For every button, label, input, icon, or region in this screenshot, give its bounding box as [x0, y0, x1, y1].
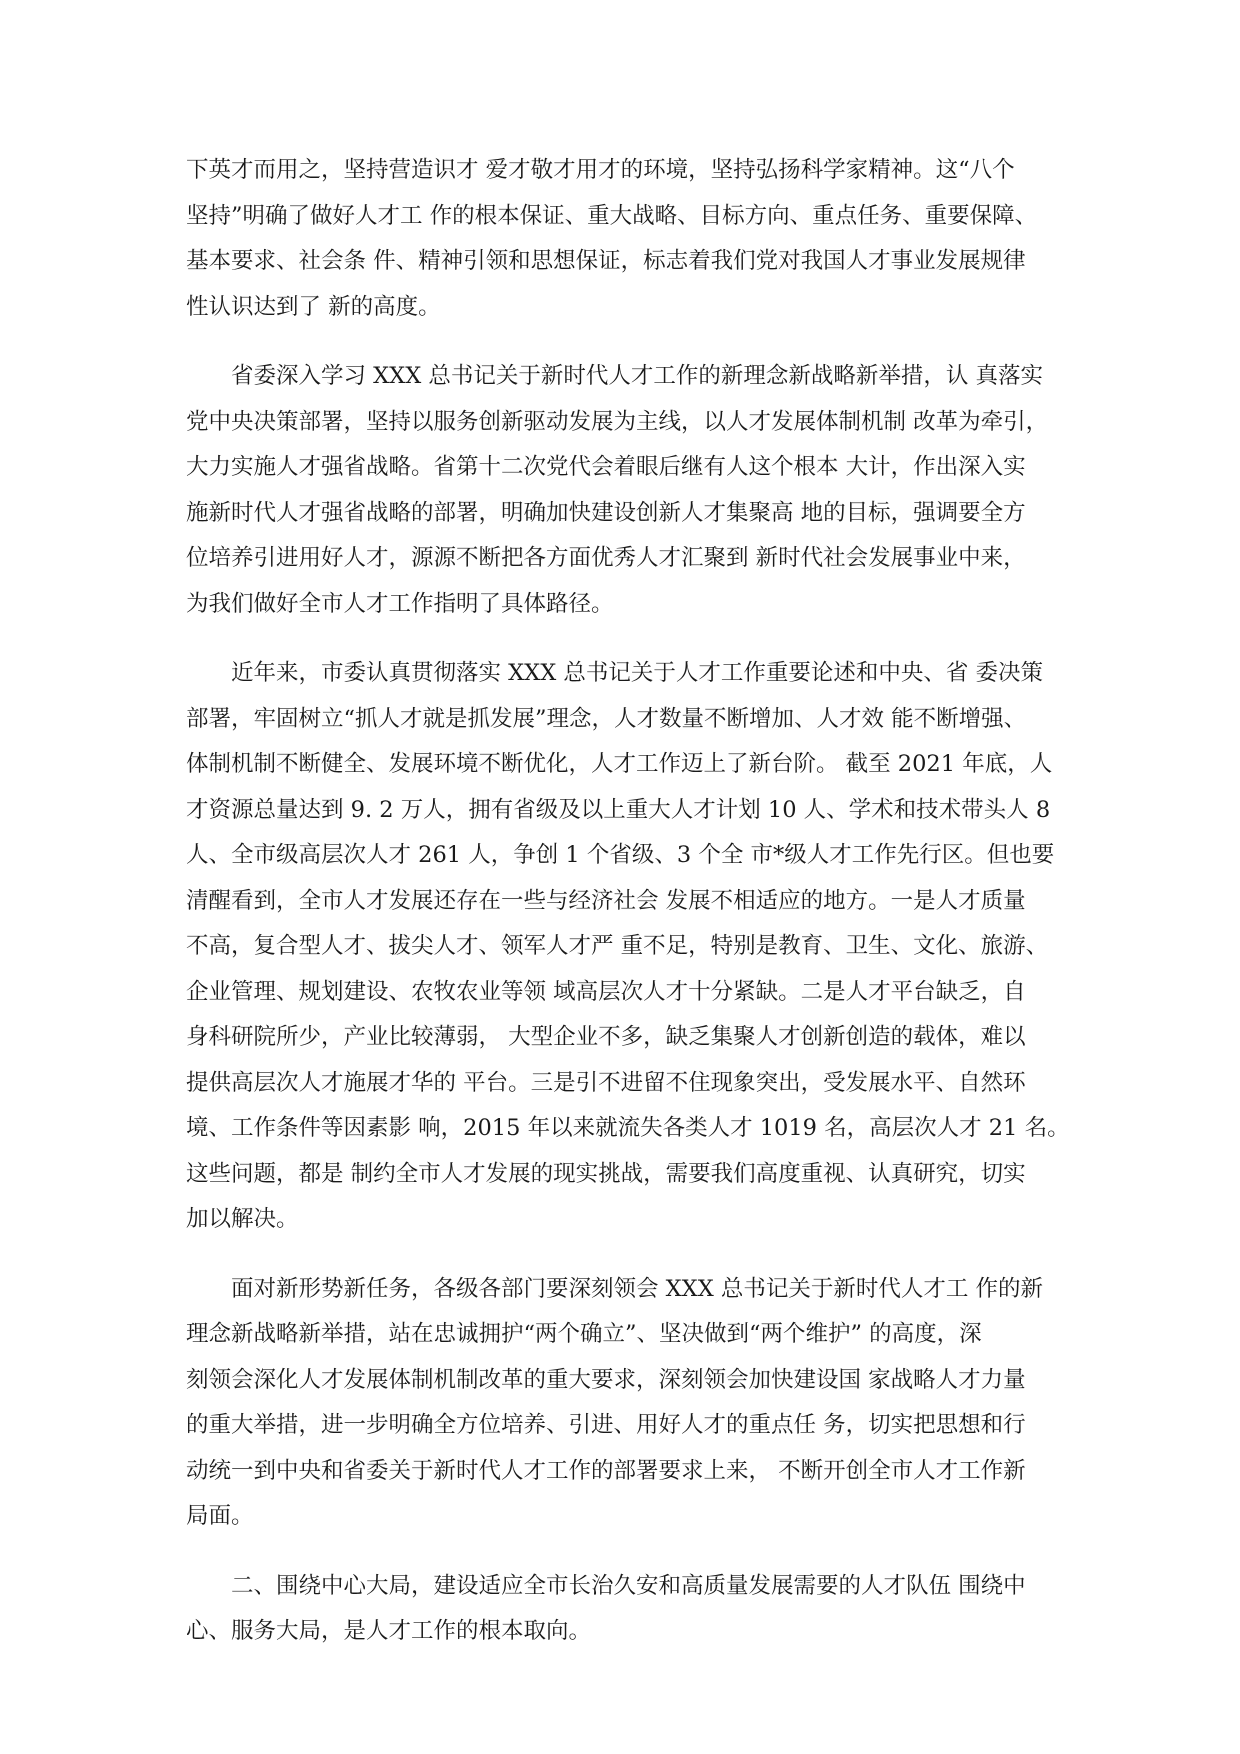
text-line: 大力实施人才强省战略。省第十二次党代会着眼后继有人这个根本 大计，作出深入实	[186, 454, 1026, 480]
text-line: 位培养引进用好人才，源源不断把各方面优秀人才汇聚到 新时代社会发展事业中来，	[186, 545, 1026, 571]
text-line: 面对新形势新任务，各级各部门要深刻领会 XXX 总书记关于新时代人才工 作的新	[231, 1275, 1044, 1302]
paragraph-2	[186, 354, 1056, 627]
paragraph-1	[186, 148, 1056, 330]
text-line: 境、工作条件等因素影 响，2015 年以来就流失各类人才 1019 名，高层次人才 21 名。	[186, 1115, 1070, 1141]
text-line: 清醒看到，全市人才发展还存在一些与经济社会 发展不相适应的地方。一是人才质量	[186, 887, 1026, 914]
text-line: 加以解决。	[186, 1206, 299, 1232]
text-line: 人、全市级高层次人才 261 人，争创 1 个省级、3 个全 市*级人才工作先行区。但也要	[186, 842, 1055, 868]
paragraph-5	[186, 1564, 1056, 1655]
text-line: 基本要求、社会条 件、精神引领和思想保证，标志着我们党对我国人才事业发展规律	[186, 248, 1026, 274]
text-line: 提供高层次人才施展才华的 平台。三是引不进留不住现象突出，受发展水平、自然环	[186, 1069, 1026, 1096]
text-line: 刻领会深化人才发展体制机制改革的重大要求，深刻领会加快建设国 家战略人才力量	[186, 1366, 1026, 1393]
text-line: 的重大举措，进一步明确全方位培养、引进、用好人才的重点任 务，切实把思想和行	[186, 1412, 1026, 1438]
text-line: 心、服务大局，是人才工作的根本取向。	[186, 1618, 592, 1644]
text-line: 为我们做好全市人才工作指明了具体路径。	[186, 590, 614, 617]
text-line: 身科研院所少，产业比较薄弱， 大型企业不多，缺乏集聚人才创新创造的载体，难以	[186, 1024, 1026, 1050]
document-body	[186, 148, 1070, 1679]
text-line: 这些问题，都是 制约全市人才发展的现实挑战，需要我们高度重视、认真研究，切实	[186, 1160, 1026, 1187]
text-line: 理念新战略新举措，站在忠诚拥护“两个确立”、坚决做到“两个维护” 的高度，深	[186, 1321, 982, 1347]
text-line: 局面。	[186, 1503, 254, 1529]
text-line: 企业管理、规划建设、农牧农业等领 域高层次人才十分紧缺。二是人才平台缺乏，自	[186, 978, 1026, 1005]
text-line: 省委深入学习 XXX 总书记关于新时代人才工作的新理念新战略新举措，认 真落实	[231, 363, 1044, 389]
text-line: 党中央决策部署，坚持以服务创新驱动发展为主线，以人才发展体制机制 改革为牵引，	[186, 408, 1049, 435]
text-line: 体制机制不断健全、发展环境不断优化，人才工作迈上了新台阶。 截至 2021 年底，人	[186, 751, 1053, 777]
text-line: 不高，复合型人才、拔尖人才、领军人才严 重不足，特别是教育、卫生、文化、旅游、	[186, 933, 1049, 959]
text-line: 动统一到中央和省委关于新时代人才工作的部署要求上来， 不断开创全市人才工作新	[186, 1457, 1026, 1484]
text-line: 性认识达到了 新的高度。	[186, 293, 441, 320]
text-line: 下英才而用之，坚持营造识才 爱才敬才用才的环境，坚持弘扬科学家精神。这“八个	[186, 157, 1015, 183]
paragraph-4	[186, 1267, 1056, 1540]
text-line: 部署，牢固树立“抓人才就是抓发展”理念，人才数量不断增加、人才效 能不断增强、	[186, 705, 1027, 732]
text-line: 才资源总量达到 9. 2 万人，拥有省级及以上重大人才计划 10 人、学术和技术带头人 8	[186, 796, 1051, 823]
text-line: 近年来，市委认真贯彻落实 XXX 总书记关于人才工作重要论述和中央、省 委决策	[231, 660, 1044, 686]
text-line: 坚持”明确了做好人才工 作的根本保证、重大战略、目标方向、重点任务、重要保障、	[186, 202, 1038, 229]
paragraph-3	[186, 651, 1070, 1243]
text-line: 二、围绕中心大局，建设适应全市长治久安和高质量发展需要的人才队伍 围绕中	[231, 1572, 1026, 1599]
text-line: 施新时代人才强省战略的部署，明确加快建设创新人才集聚高 地的目标，强调要全方	[186, 499, 1026, 526]
